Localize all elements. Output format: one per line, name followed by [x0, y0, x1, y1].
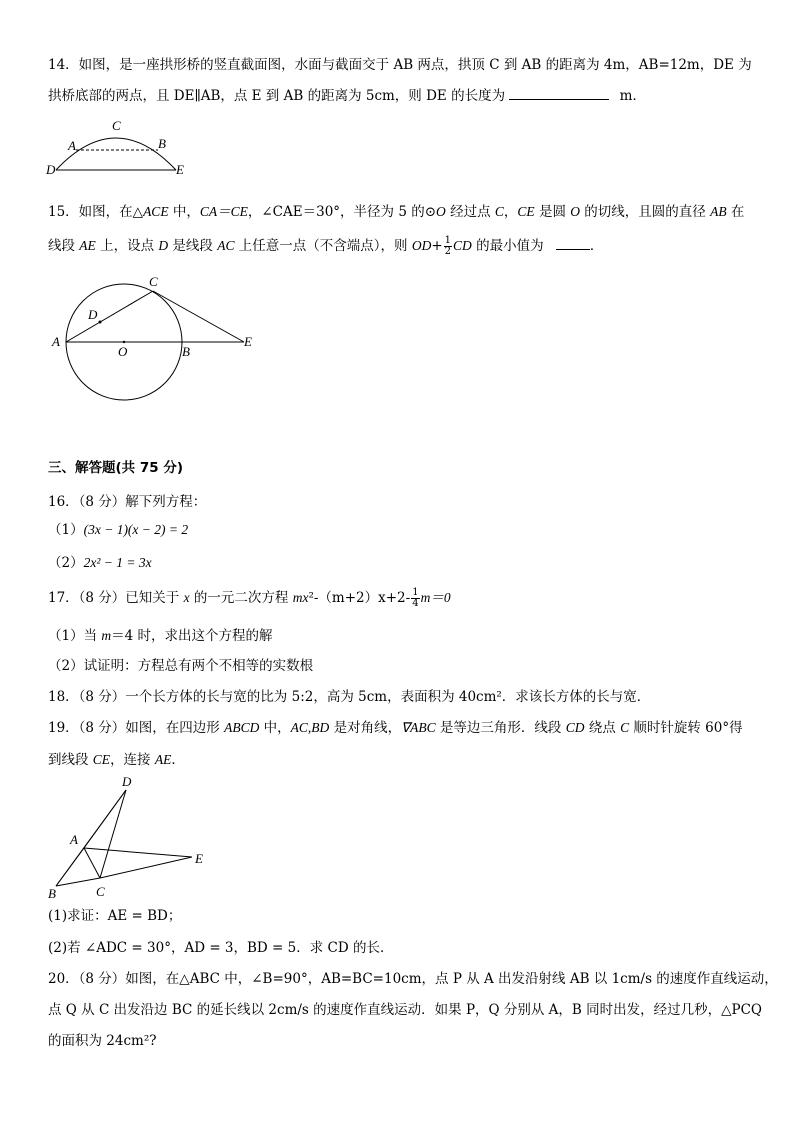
q17-part-2: （2）试证明：方程总有两个不相等的实数根 — [48, 658, 314, 674]
q19-text: 19．（8 分）如图，在四边形 — [48, 720, 225, 736]
segment-ac — [66, 291, 153, 342]
segment-ce — [153, 291, 244, 342]
q19-text: ． — [171, 752, 185, 768]
q19-part-1: (1)求证：AE = BD； — [48, 908, 182, 924]
q19-math: CD — [565, 720, 585, 735]
q16-part-1 — [48, 521, 188, 539]
q14-line-2 — [48, 87, 646, 105]
label-c: C — [96, 884, 105, 899]
fraction-denominator: 4 — [412, 598, 419, 609]
q15-line-1 — [48, 203, 744, 221]
q15-math: AB — [710, 204, 727, 219]
q15-math: D — [158, 238, 169, 253]
q15-math: C — [494, 204, 504, 219]
q17-part-1 — [48, 627, 273, 645]
q17-text: ＝4 时，求出这个方程的解 — [111, 628, 273, 644]
q14-answer-blank[interactable] — [509, 87, 609, 100]
q15-text: 上，设点 — [95, 238, 159, 254]
label-d: D — [122, 774, 132, 789]
segment-cd — [100, 790, 126, 878]
label-o: O — [118, 344, 128, 359]
q17-fraction — [411, 588, 419, 609]
q17-math: mx — [292, 590, 309, 605]
fraction-denominator: 2 — [444, 246, 452, 257]
q15-text: 15．如图，在△ — [48, 204, 144, 220]
segment-ae — [84, 848, 192, 857]
q15-text: ． — [589, 238, 604, 254]
q15-text: 线段 — [48, 238, 80, 254]
q19-text: 是等边三角形．线段 — [435, 720, 566, 736]
equation: 2x² − 1 = 3x — [83, 555, 152, 570]
q15-text: 的最小值为 — [471, 238, 544, 254]
label-b: B — [182, 344, 190, 359]
q19-text: 是对角线， — [329, 720, 402, 736]
q15-text: 在 — [726, 204, 745, 220]
q19-math: C — [620, 720, 630, 735]
q19-math: ∇ABC — [401, 720, 436, 735]
q19-math: AE — [154, 752, 172, 767]
q15-math: CD — [453, 238, 472, 253]
part-label: （2） — [48, 555, 84, 571]
q19-text: 绕点 — [584, 720, 621, 736]
q15-text: + — [431, 238, 443, 254]
q19-line-2 — [48, 751, 185, 769]
label-b: B — [48, 886, 56, 901]
q17-math: x — [183, 590, 190, 605]
q15-math: OD — [411, 238, 432, 253]
label-a: A — [52, 334, 60, 349]
point-d — [99, 321, 102, 324]
label-c: C — [112, 118, 121, 133]
q14-line-1: 14．如图，是一座拱形桥的竖直截面图，水面与截面交于 AB 两点，拱顶 C 到 AB 的距离为 4m，AB=12m，DE 为 — [48, 57, 752, 73]
label-c: C — [149, 274, 158, 289]
q16-part-2 — [48, 554, 152, 572]
q19-text: ，连接 — [110, 752, 155, 768]
fraction-numerator: 1 — [444, 235, 452, 246]
segment-ce — [100, 857, 192, 878]
fraction-numerator: 1 — [412, 587, 419, 598]
q17-text: 17．（8 分）已知关于 — [48, 590, 184, 606]
q15-text: 是圆 — [534, 204, 571, 220]
label-e: E — [244, 334, 252, 349]
q19-line-1 — [48, 719, 743, 737]
label-e: E — [195, 851, 203, 866]
q17-math: m＝0 — [420, 590, 451, 605]
q14-arch-figure — [46, 118, 196, 180]
q15-line-2 — [48, 236, 603, 257]
q15-math: AE — [79, 238, 96, 253]
q19-part-2: (2)若 ∠ADC = 30°，AD = 3，BD = 5．求 CD 的长． — [48, 940, 394, 956]
segment-bd — [56, 790, 126, 886]
q20-line-3: 的面积为 24cm²? — [48, 1033, 157, 1049]
q15-math: CA＝CE — [199, 204, 248, 219]
segment-bc — [56, 878, 100, 886]
label-b: B — [158, 136, 166, 151]
segment-ca — [84, 848, 100, 878]
q15-math: O — [570, 204, 580, 219]
q19-text: 顺时针旋转 60°得 — [629, 720, 743, 736]
q19-math: ABCD — [224, 720, 260, 735]
q15-answer-blank[interactable] — [556, 237, 590, 250]
q15-circle-figure — [48, 272, 268, 402]
q17-text: 的一元二次方程 — [189, 590, 293, 606]
label-e: E — [176, 162, 184, 177]
q16-stem: 16．（8 分）解下列方程： — [48, 494, 207, 510]
q15-math: AC — [217, 238, 235, 253]
q15-text: 中， — [168, 204, 200, 220]
point-o — [123, 341, 125, 343]
q14-unit: m． — [619, 88, 646, 104]
q15-text: 的切线，且圆的直径 — [580, 204, 711, 220]
q17-math: m — [101, 628, 112, 643]
q14-line-2-text: 拱桥底部的两点，且 DE∥AB，点 E 到 AB 的距离为 5cm，则 DE 的长度为 — [48, 88, 506, 104]
q19-text: 中， — [259, 720, 291, 736]
q17-text: （1）当 — [48, 628, 102, 644]
q18-text: 18．（8 分）一个长方体的长与宽的比为 5:2，高为 5cm，表面积为 40cm²．求该长方体的长与宽． — [48, 689, 651, 705]
q15-math: CE — [517, 204, 535, 219]
q20-line-1: 20．（8 分）如图，在△ABC 中，∠B=90°，AB=BC=10cm，点 P 从 A 出发沿射线 AB 以 1cm/s 的速度作直线运动， — [48, 971, 778, 987]
q15-math: O — [436, 204, 446, 219]
section-3-title: 三、解答题(共 75 分) — [48, 460, 184, 476]
label-a: A — [68, 138, 76, 153]
q15-fraction — [444, 236, 452, 257]
q15-text: 经过点 — [445, 204, 495, 220]
label-a: A — [70, 832, 78, 847]
label-d: D — [46, 162, 56, 177]
q19-quadrilateral-figure — [46, 776, 216, 901]
q17-math: ²-（m+2）x+2- — [308, 590, 411, 606]
q15-text: ，∠CAE＝30°，半径为 5 的⊙ — [247, 204, 437, 220]
q15-math: ACE — [143, 204, 169, 219]
q15-text: ， — [503, 204, 518, 220]
label-d: D — [88, 307, 98, 322]
q19-math: CE — [92, 752, 111, 767]
q17-stem — [48, 588, 451, 609]
q20-line-2: 点 Q 从 C 出发沿边 BC 的延长线以 2cm/s 的速度作直线运动．如果 P，Q 分别从 A，B 同时出发，经过几秒，△PCQ — [48, 1002, 763, 1018]
q19-math: AC,BD — [290, 720, 330, 735]
equation: (3x − 1)(x − 2) = 2 — [83, 522, 189, 537]
q15-text: 上任意一点（不含端点），则 — [234, 238, 412, 254]
q19-text: 到线段 — [48, 752, 93, 768]
part-label: （1） — [48, 522, 84, 538]
q15-text: 是线段 — [168, 238, 218, 254]
